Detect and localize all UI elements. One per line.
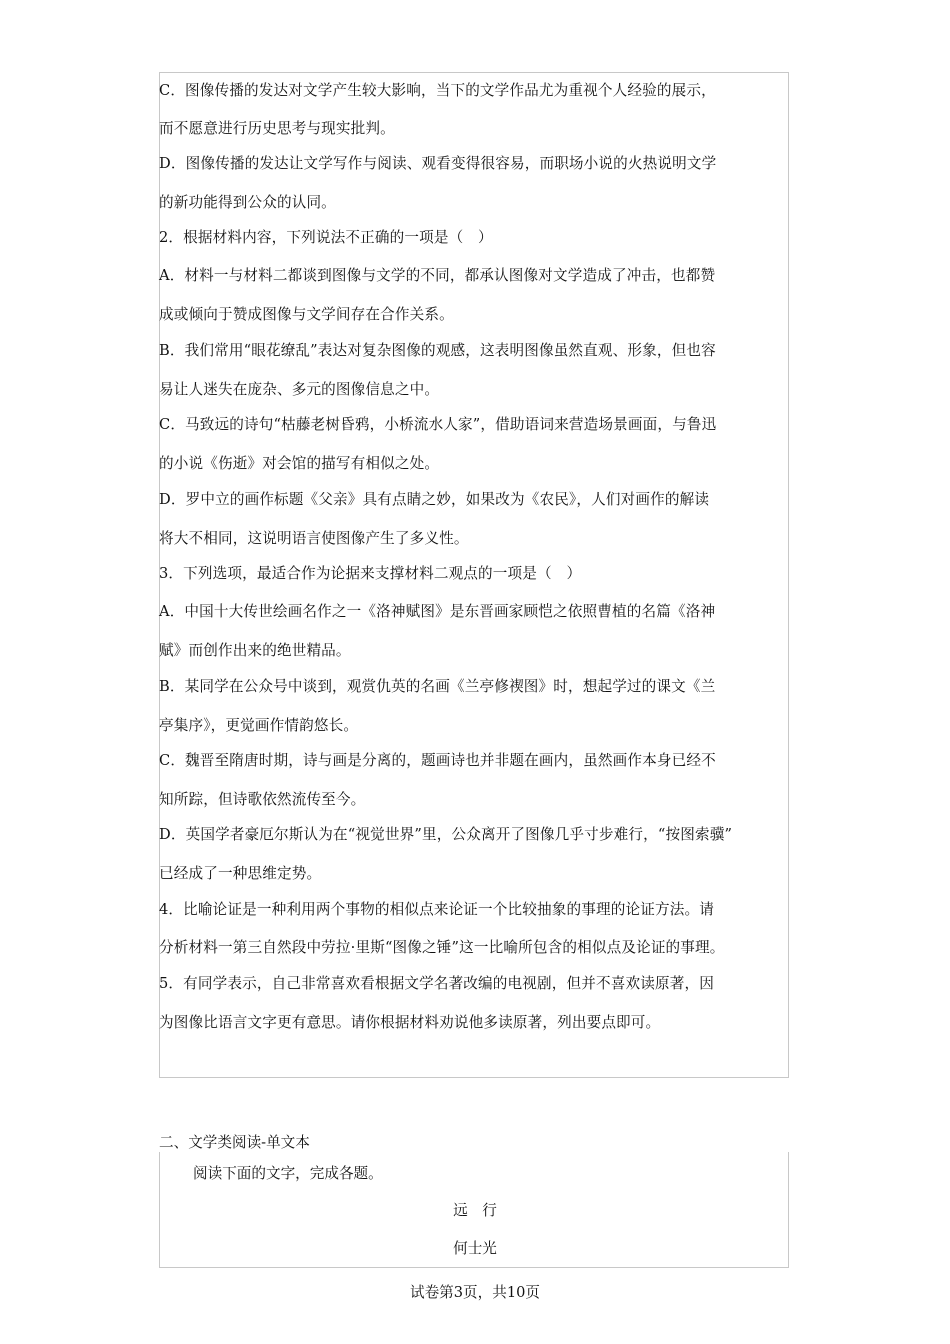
question-line: 3．下列选项，最适合作为论据来支撑材料二观点的一项是（ ） — [159, 565, 582, 582]
question-line: 的小说《伤逝》对会馆的描写有相似之处。 — [159, 455, 440, 472]
question-line: C．魏晋至隋唐时期，诗与画是分离的，题画诗也并非题在画内，虽然画作本身已经不 — [159, 752, 716, 769]
question-line: 知所踪，但诗歌依然流传至今。 — [159, 791, 366, 808]
question-line: 赋》而创作出来的绝世精品。 — [159, 642, 351, 659]
page-footer: 试卷第3页，共10页 — [409, 1284, 540, 1301]
question-line: 亭集序》，更觉画作情韵悠长。 — [159, 717, 359, 734]
question-line: B．我们常用“眼花缭乱”表达对复杂图像的观感，这表明图像虽然直观、形象，但也容 — [159, 342, 716, 359]
question-line: 分析材料一第三自然段中劳拉·里斯“图像之锤”这一比喻所包含的相似点及论证的事理。 — [159, 939, 725, 956]
question-line: 5．有同学表示，自己非常喜欢看根据文学名著改编的电视剧，但并不喜欢读原著，因 — [159, 975, 714, 992]
reading-instruction: 阅读下面的文字，完成各题。 — [193, 1165, 383, 1182]
question-line: A．中国十大传世绘画名作之一《洛神赋图》是东晋画家顾恺之依照曹植的名篇《洛神 — [159, 603, 716, 620]
question-line: D．英国学者豪厄尔斯认为在“视觉世界”里，公众离开了图像几乎寸步难行，“按图索骥” — [159, 826, 733, 843]
question-line: 已经成了一种思维定势。 — [159, 865, 322, 882]
question-line: C．图像传播的发达对文学产生较大影响，当下的文学作品尤为重视个人经验的展示， — [159, 82, 716, 99]
question-line: 易让人迷失在庞杂、多元的图像信息之中。 — [159, 381, 440, 398]
question-line: A．材料一与材料二都谈到图像与文学的不同，都承认图像对文学造成了冲击，也都赞 — [159, 267, 716, 284]
question-line: B．某同学在公众号中谈到，观赏仇英的名画《兰亭修禊图》时，想起学过的课文《兰 — [159, 678, 716, 695]
question-line: D．图像传播的发达让文学写作与阅读、观看变得很容易，而职场小说的火热说明文学 — [159, 155, 717, 172]
question-line: 成或倾向于赞成图像与文学间存在合作关系。 — [159, 306, 454, 323]
question-line: 2．根据材料内容，下列说法不正确的一项是（ ） — [159, 229, 493, 246]
question-line: 将大不相同，这说明语言使图像产生了多义性。 — [159, 530, 469, 547]
question-line: 而不愿意进行历史思考与现实批判。 — [159, 120, 395, 137]
question-line: D．罗中立的画作标题《父亲》具有点睛之妙，如果改为《农民》，人们对画作的解读 — [159, 491, 710, 508]
question-line: C．马致远的诗句“枯藤老树昏鸦，小桥流水人家”，借助语词来营造场景画面，与鲁迅 — [159, 416, 717, 433]
question-line: 为图像比语言文字更有意思。请你根据材料劝说他多读原著，列出要点即可。 — [159, 1014, 661, 1031]
story-author: 何士光 — [453, 1240, 497, 1257]
section-heading: 二、文学类阅读-单文本 — [159, 1134, 310, 1151]
story-title: 远 行 — [453, 1202, 497, 1219]
question-line: 的新功能得到公众的认同。 — [159, 194, 336, 211]
question-line: 4．比喻论证是一种利用两个事物的相似点来论证一个比较抽象的事理的论证方法。请 — [159, 901, 714, 918]
